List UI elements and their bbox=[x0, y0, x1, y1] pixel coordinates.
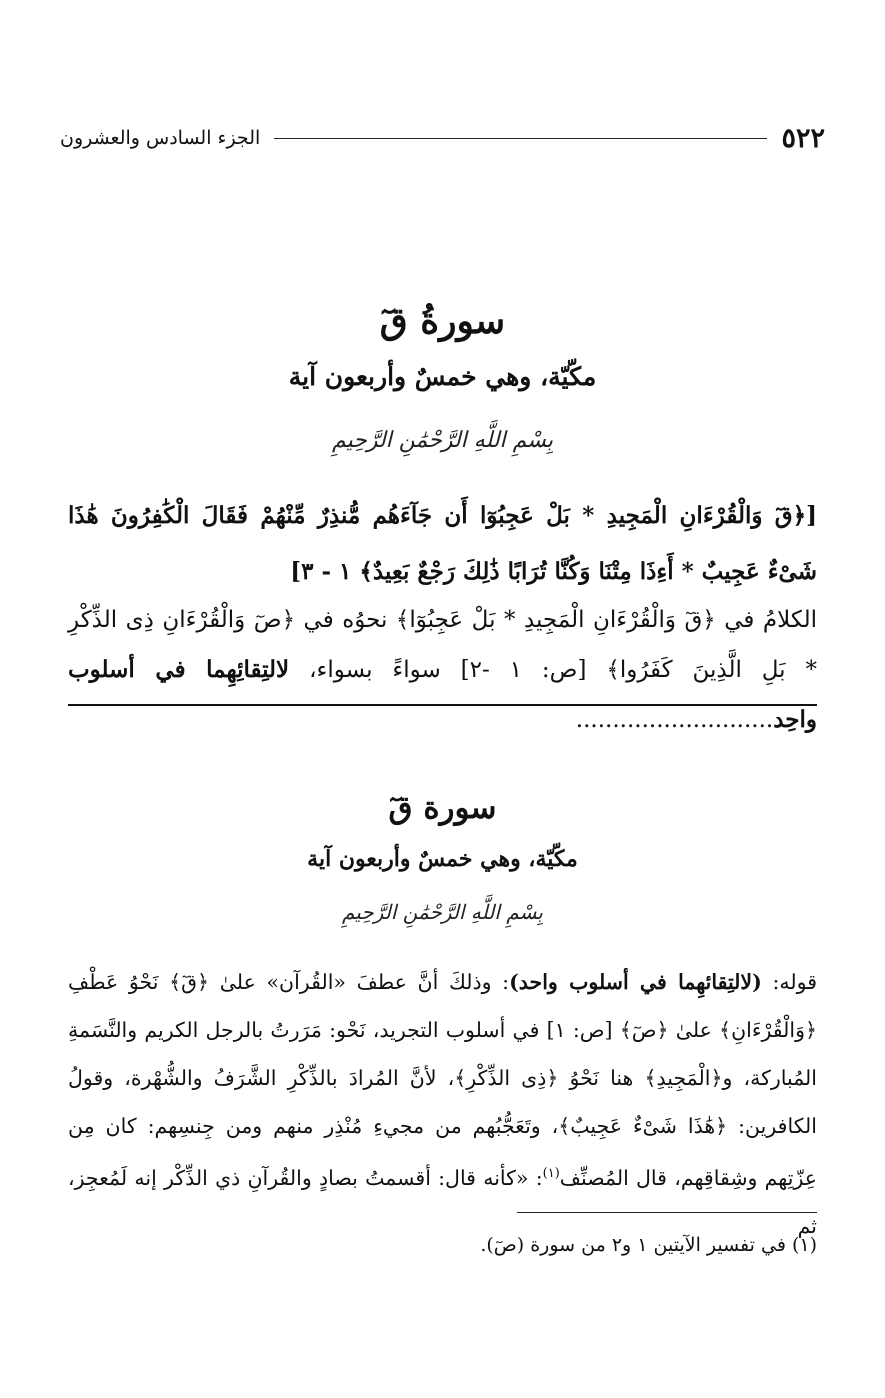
basmala-2-text: بِسْمِ اللَّهِ الرَّحْمَٰنِ الرَّحِيمِ bbox=[341, 900, 543, 924]
explanation-intro: قوله: bbox=[761, 970, 817, 994]
commentary-paragraph bbox=[68, 595, 817, 745]
surah-subtitle-text: مكّيّة، وهي خمسٌ وأربعون آية bbox=[288, 362, 597, 391]
explanation-body: : وذلكَ أنَّ عطفَ «القُرآن» علىٰ ﴿قٓ﴾ نَحْوُ عَطْفِ ﴿وَالْقُرْءَانِ﴾ علىٰ ﴿صٓ﴾ [ص: ١] في أسلوب التجريد، نَحْو: مَرَرتُ بالرجل الكريم والنَّسَمةِ المُباركة، و﴿الْمَجِيدِ﴾ هنا نَحْوُ ﴿ذِى الذِّكْرِ﴾، لأنَّ المُرادَ بالذِّكْرِ الشَّرَفُ والشُّهْرة، وقولُ الكافرين: ﴿هَٰذَا شَىْءٌ عَجِيبٌ﴾، وتَعَجُّبُهم من مجيءِ مُنْذِر منهم ومن جِنسِهم: كان مِن عِزّتِهم وشِقاقِهم، قال المُصنِّف bbox=[68, 970, 817, 1190]
footnote-rule bbox=[517, 1212, 817, 1213]
basmala-text: بِسْمِ اللَّهِ الرَّحْمَٰنِ الرَّحِيمِ bbox=[331, 428, 554, 453]
basmala-2 bbox=[0, 900, 885, 924]
footnote: (١) في تفسير الآيتين ١ و٢ من سورة (صٓ). bbox=[480, 1234, 817, 1256]
running-header bbox=[60, 118, 825, 158]
verse-text: [﴿قٓ وَالْقُرْءَانِ الْمَجِيدِ * بَلْ عَجِبُوٓا أَن جَآءَهُم مُّنذِرٌ مِّنْهُمْ فَقَالَ الْكَٰفِرُونَ هَٰذَا شَىْءٌ عَجِيبٌ * أَءِذَا مِتْنَا وَكُنَّا تُرَابًا ذَٰلِكَ رَجْعٌ بَعِيدٌ﴾ ١ - ٣] bbox=[68, 502, 817, 585]
explanation-bold: (لالتِقائهِما في أسلوب واحد) bbox=[509, 970, 762, 994]
surah-title-text: سورةُ قٓ bbox=[379, 300, 506, 342]
commentary-dots: ........................... bbox=[575, 707, 774, 733]
basmala bbox=[0, 428, 885, 453]
running-header-title: الجزء السادس والعشرون bbox=[60, 127, 261, 149]
explanation-paragraph bbox=[68, 958, 817, 1250]
footnote-reference: (١) bbox=[542, 1166, 560, 1181]
section-divider bbox=[68, 704, 817, 706]
commentary-start: الكلامُ في ﴿قٓ وَالْقُرْءَانِ الْمَجِيدِ * بَلْ عَجِبُوٓا﴾ نحوُه في ﴿صٓ وَالْقُرْءَانِ ذِى الذِّكْرِ * بَلِ الَّذِينَ كَفَرُوا﴾ [ص: ١ -٢] سواءً بسواء، bbox=[68, 607, 817, 683]
commentary-bold: لالتِقائِهِما في أسلوب واحِد bbox=[68, 656, 817, 733]
surah-subtitle bbox=[0, 362, 885, 391]
surah-title-2-text: سورة قٓ bbox=[388, 790, 497, 826]
explanation-end: : «كأنه قال: أقسمتُ بصادٍ والقُرآنِ ذي الذِّكْر إنه لَمُعجِز، ثم bbox=[68, 1165, 817, 1238]
surah-subtitle-2-text: مكّيّة، وهي خمسٌ وأربعون آية bbox=[307, 846, 578, 872]
surah-subtitle-2 bbox=[0, 846, 885, 872]
surah-title-2 bbox=[0, 790, 885, 826]
page-number: ٥٢٢ bbox=[781, 122, 825, 154]
header-rule bbox=[274, 138, 767, 139]
surah-title bbox=[0, 300, 885, 342]
